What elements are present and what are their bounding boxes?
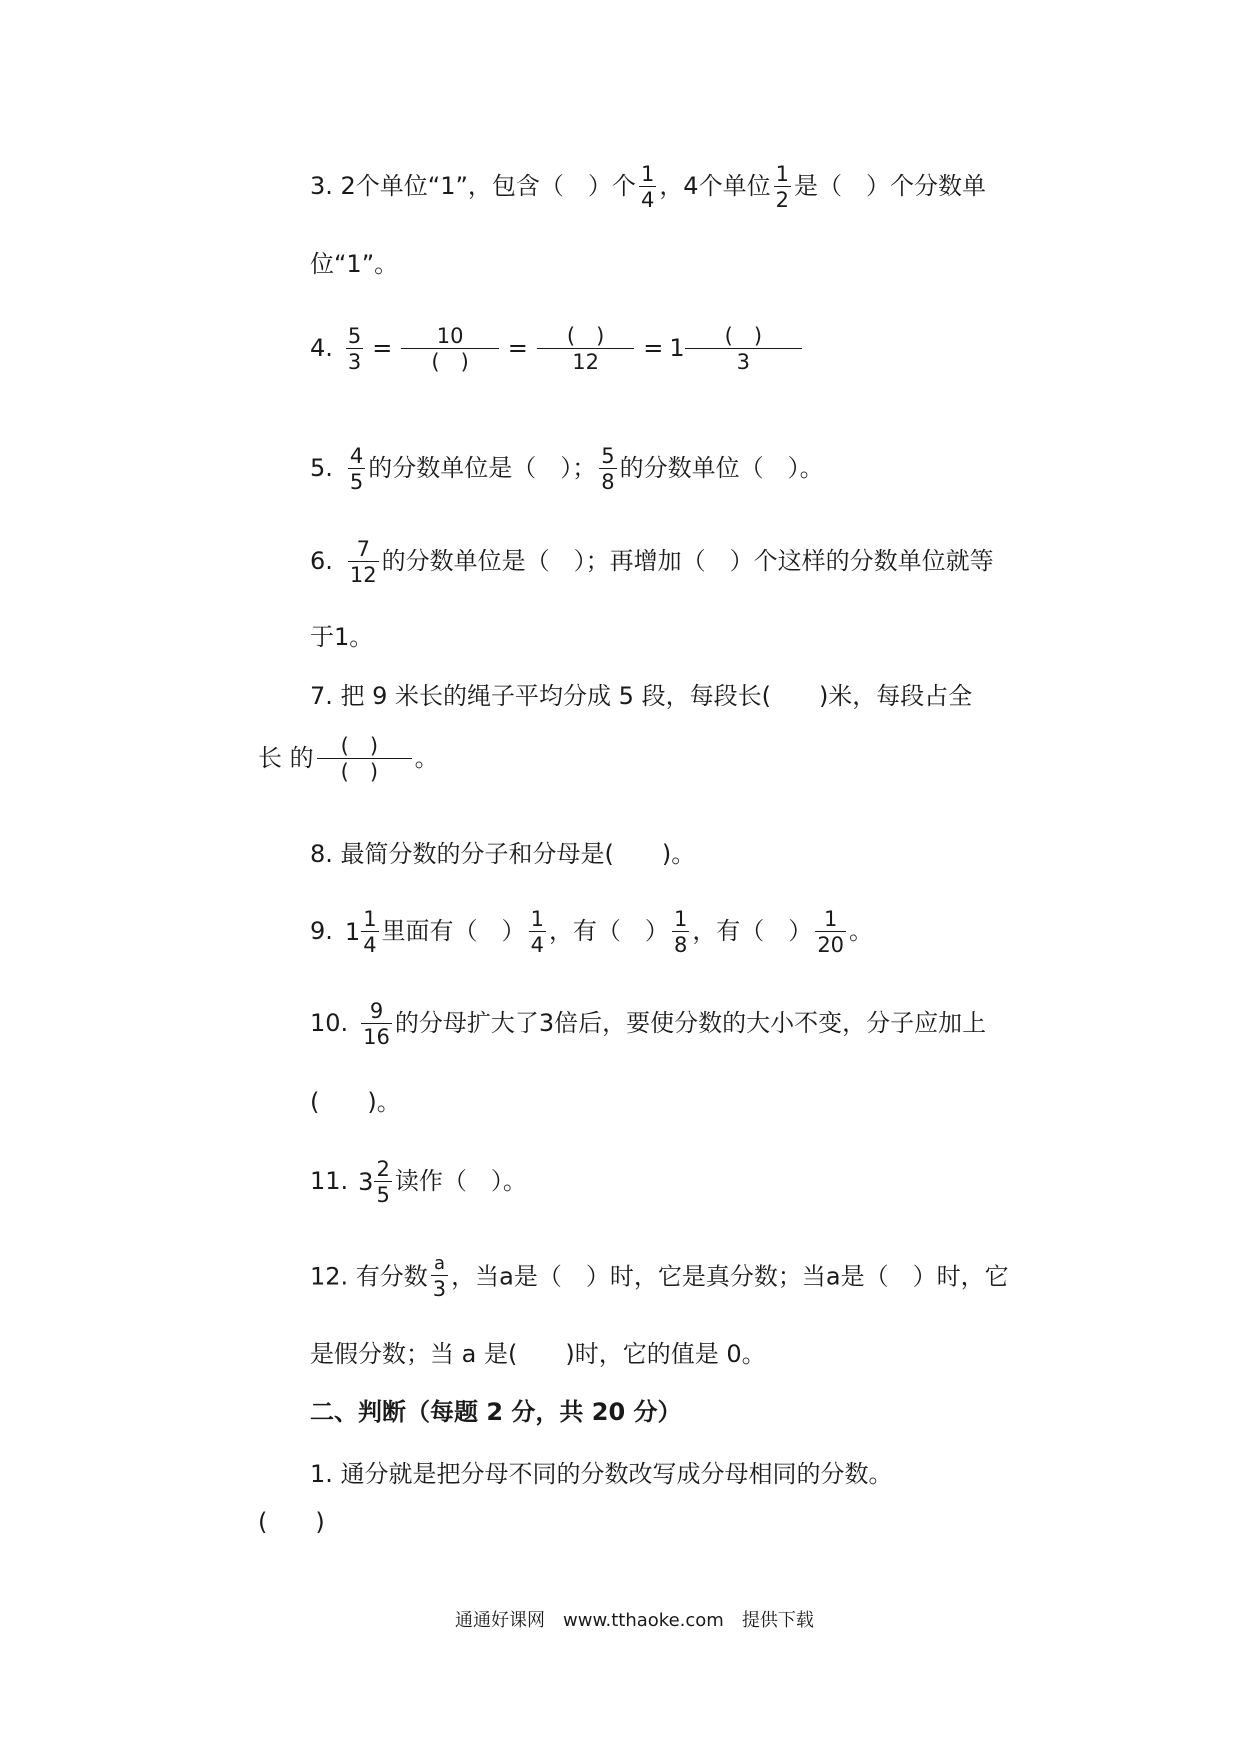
question-11 (310, 1158, 527, 1206)
question-10-line-2: ( )。 (310, 1088, 401, 1116)
question-10-line-1 (310, 1000, 986, 1048)
question-6-line-1 (310, 538, 994, 586)
q10-fraction: $\frac{9}{16}$ (363, 999, 390, 1050)
question-3-line-2: 位“1”。 (310, 250, 399, 278)
q10-text-a: 的分母扩大了3倍后，要使分数的大小不变，分子应加上 (394, 1009, 987, 1038)
question-12-line-1 (310, 1255, 1009, 1300)
q5-fraction-1: $\frac{4}{5}$ (349, 444, 364, 495)
q4-label: 4. (310, 334, 333, 363)
q5-text-b: 的分数单位（ ）。 (619, 454, 824, 483)
q9-text-d: 。 (849, 917, 874, 946)
question-6-line-2: 于1。 (310, 623, 374, 651)
q4-fraction-1: $\frac{5}{3}$ (347, 324, 362, 375)
q4-equals-1: = (372, 334, 393, 363)
q11-mixed-number: 3 $\frac{2}{5}$ (358, 1157, 390, 1208)
q5-fraction-2: $\frac{5}{8}$ (601, 444, 615, 495)
q11-text-a: 读作（ ）。 (394, 1167, 527, 1196)
q6-fraction: $\frac{7}{12}$ (349, 537, 377, 588)
judgement-1: 1. 通分就是把分母不同的分数改写成分母相同的分数。 (310, 1460, 893, 1488)
question-7-line-2 (258, 735, 439, 783)
q3-text-b: ，4个单位 (659, 172, 771, 201)
q6-label: 6. (310, 547, 333, 576)
q12-text-a: 12. 有分数 (310, 1262, 428, 1291)
judgement-1-answer: ( ) (258, 1508, 325, 1536)
q9-text-c: ，有（ ） (692, 917, 813, 946)
q9-fraction-3: $\frac{1}{20}$ (817, 907, 845, 958)
q4-fraction-4: $\frac{( )}{3}$ (685, 325, 802, 373)
q9-text-b: ，有（ ） (548, 917, 669, 946)
q3-text-a: 3. 2个单位“1”，包含（ ）个 (310, 172, 636, 201)
q5-label: 5. (310, 454, 333, 483)
q9-text-a: 里面有（ ） (381, 917, 526, 946)
q4-fraction-3: $\frac{( )}{12}$ (537, 325, 634, 373)
q9-fraction-2: $\frac{1}{8}$ (673, 907, 688, 958)
section-2-title: 二、判断（每题 2 分，共 20 分） (310, 1398, 682, 1426)
q6-text-a: 的分数单位是（ ）；再增加（ ）个这样的分数单位就等 (381, 547, 994, 576)
q4-equals-2: = (507, 334, 528, 363)
q4-equals-3: = (643, 334, 664, 363)
q9-mixed-number: 1 $\frac{1}{4}$ (344, 907, 377, 958)
q12-fraction: $\frac{a}{3}$ (432, 1253, 447, 1301)
question-8: 8. 最简分数的分子和分母是( )。 (310, 840, 696, 868)
q9-fraction-1: $\frac{1}{4}$ (530, 907, 544, 958)
question-9 (310, 908, 873, 956)
q3-text-c: 是（ ）个分数单 (793, 172, 986, 201)
q5-text-a: 的分数单位是（ ）； (368, 454, 597, 483)
q7-suffix: 。 (414, 744, 439, 773)
q11-label: 11. (310, 1167, 349, 1196)
q7-fraction: $\frac{( )}{( )}$ (317, 735, 412, 783)
fraction-one-quarter: $\frac{1}{4}$ (640, 162, 655, 213)
question-4 (310, 325, 805, 373)
q4-whole: 1 (669, 334, 685, 363)
q10-label: 10. (310, 1009, 349, 1038)
fraction-one-half: $\frac{1}{2}$ (775, 162, 789, 213)
q9-label: 9. (310, 917, 333, 946)
q7-prefix: 长 的 (258, 744, 314, 773)
q12-text-b: ，当a是（ ）时，它是真分数；当a是（ ）时，它 (451, 1262, 1009, 1291)
question-3-line-1 (310, 163, 986, 211)
question-5 (310, 445, 824, 493)
page-footer: 通通好课网 www.tthaoke.com 提供下载 (455, 1610, 814, 1631)
question-12-line-2: 是假分数；当 a 是( )时，它的值是 0。 (310, 1340, 766, 1368)
q4-fraction-2: $\frac{10}{( )}$ (401, 325, 498, 373)
question-7-line-1: 7. 把 9 米长的绳子平均分成 5 段，每段长( )米，每段占全 (310, 682, 973, 710)
